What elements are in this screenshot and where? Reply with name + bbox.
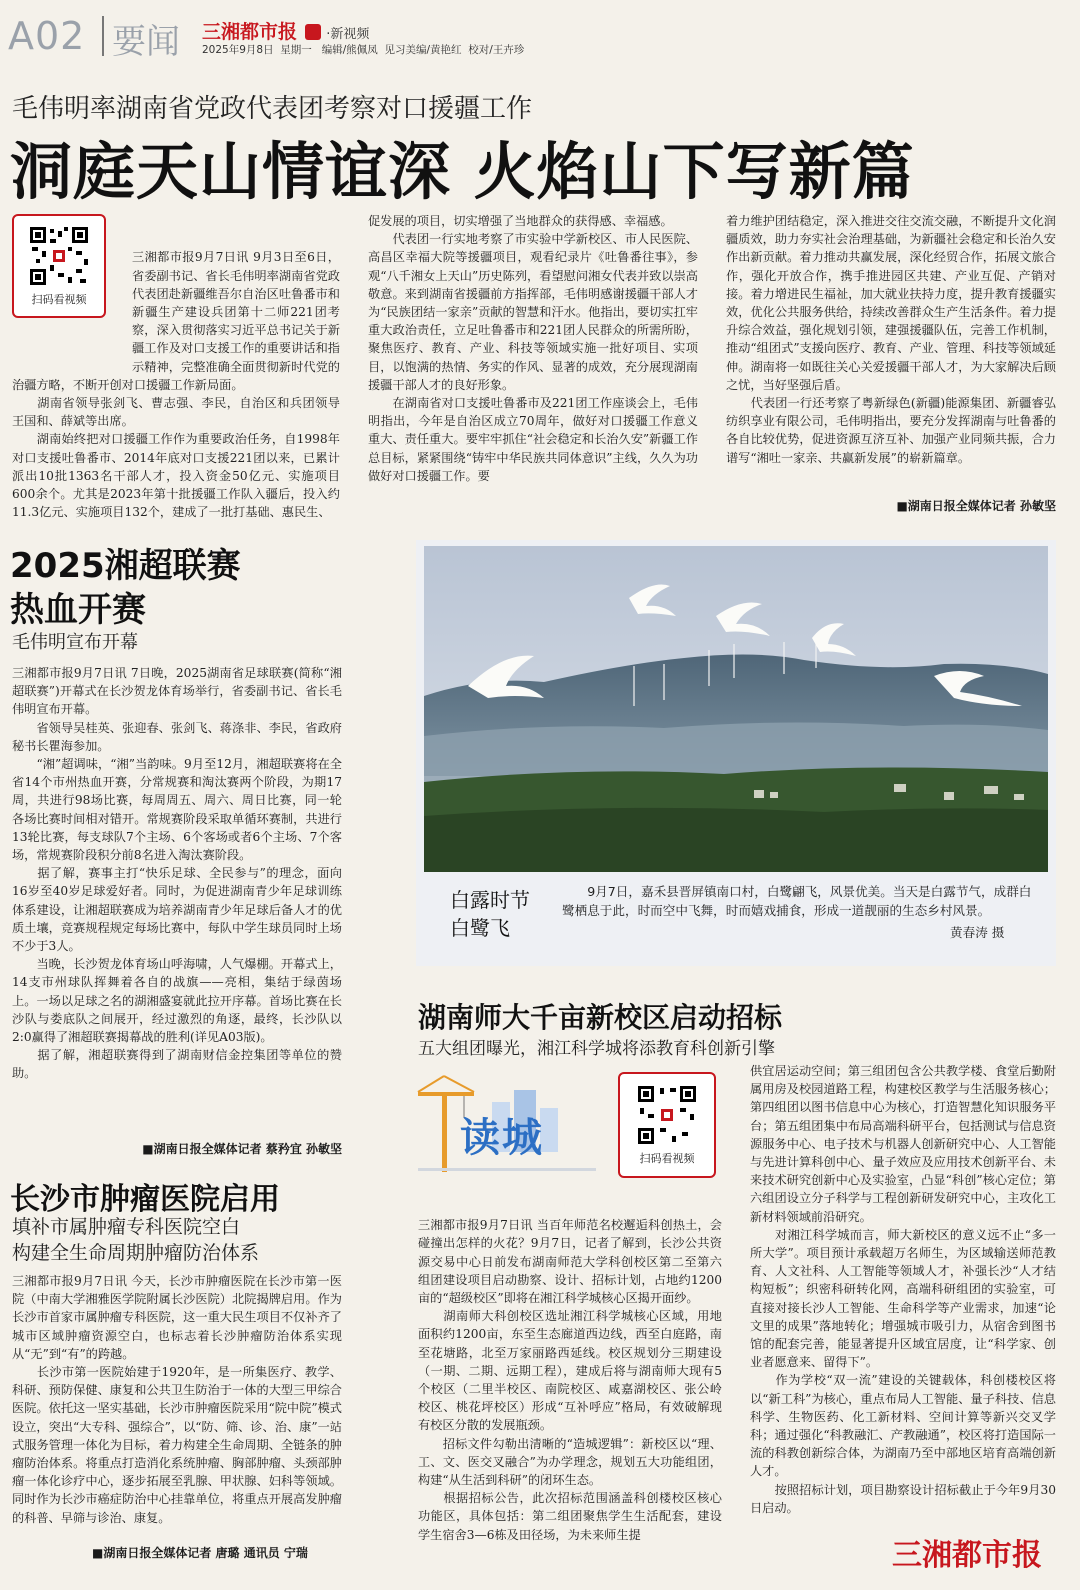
egret-photo	[424, 546, 1048, 872]
page-number: A02	[8, 14, 86, 58]
brand-subtitle: ·新视频	[326, 27, 370, 42]
article4-col1	[418, 1198, 722, 1564]
footer-watermark: 三湘都市报	[888, 1530, 1046, 1574]
article1-col3: 着力维护团结稳定，深入推进交往交流交融，不断提升文化润疆质效，助力夯实社会治理基础，为新疆社会稳定和长治久安作出新贡献。着力推动共赢发展，深化经贸合作，拓展文旅合作，强化开放合作，携手推进园区共建、产业互促、产销对接。着力增进民生福祉，加大就业扶持力度，提升教育援疆实效，优化公共服务供给，持续改善群众生产生活条件。着力提升综合效益，强化规划引领，建强援疆队伍，完善工作机制，推动“组团式”支援向医疗、教育、产业、管理、科技等领域延伸。湖南将一如既往关心关爱援疆干部人才，为大家解决后顾之忧，当好坚强后盾。 代表团一行还考察了粤新绿色(新疆)能源集团、新疆睿弘纺织享业有限公司，毛伟明指出，要充分发挥湖南与吐鲁番的各自比较优势，促进资源互济互补、加强产业同频共振，合力谱写“湘吐一家亲、共赢新发展”的崭新篇章。	[726, 214, 1056, 465]
article1-headline: 洞庭天山情谊深 火焰山下写新篇	[10, 135, 915, 208]
article1-kicker: 毛伟明率湖南省党政代表团考察对口援疆工作	[12, 94, 533, 124]
article2-headline: 2025湘超联赛 热血开赛	[10, 546, 241, 630]
article1-col1-text: 三湘都市报9月7日讯 9月3日至6日，省委副书记、省长毛伟明率湖南省党政代表团赴新疆维吾尔自治区吐鲁番市和新疆生产建设兵团第十二师221团考察，深入贯彻落实习近平总书记关于新疆工作及对口支援工作的重要讲话和指示精神，完整准确全面贯彻新时代党的治疆方略，不断开创对口援疆工作新局面。 湖南省领导张剑飞、曹志强、李民，自治区和兵团领导王国和、薛斌等出席。 湖南始终把对口援疆工作作为重要政治任务，自1998年对口支援吐鲁番市、2014年底对口支援221团以来，已累计派出10批1363名干部人才，投入资金50亿元、实施项目600余个。尤其是2023年第十批援疆工作队入疆后，投入约11.3亿元、实施项目132个，建成了一批打基础、惠民生、	[12, 250, 340, 520]
brand-logo	[202, 17, 369, 44]
article4-col1-text: 三湘都市报9月7日讯 当百年师范名校邂逅科创热土，会碰撞出怎样的火花？9月7日，记者了解到，长沙公共资源交易中心日前发布湖南师范大学科创校区第二至第六组团建设项目启动勘察、设计、招标计划，占地约1200亩的“超级校区”即将在湘江科学城核心区揭开面纱。 湖南师大科创校区选址湘江科学城核心区域，用地面积约1200亩，东至生态廊道西边线，西至白庭路，南至花塘路，北至万家丽路西延线。校区规划分三期建设（一期、二期、远期工程），建成后将与湖南师大现有5个校区（二里半校区、南院校区、咸嘉湖校区、张公岭校区、桃花坪校区）形成“互补呼应”格局，有效破解现有校区分散的发展瓶颈。 招标文件勾勒出清晰的“造城逻辑”：新校区以“理、工、文、医交叉融合”为办学理念，规划五大功能组团，构建“从生活到科研”的闭环生态。 根据招标公告，此次招标范围涵盖科创楼校区核心功能区，具体包括：第二组团聚焦学生生活配套，建设学生宿舍3—6栋及田径场，为未来师生提	[418, 1218, 722, 1542]
read-city-text: 读城	[460, 1115, 544, 1161]
read-city-logo	[418, 1072, 596, 1180]
article1-col1	[12, 212, 340, 520]
qr-label: 扫码看视频	[639, 1152, 695, 1165]
photo-panel	[416, 540, 1056, 966]
article4-qr-box[interactable]	[618, 1072, 716, 1178]
qr-float-spacer	[12, 230, 132, 358]
article4-col2: 供宜居运动空间；第三组团包含公共教学楼、食堂后勤附属用房及校园道路工程，构建校区教学与生活服务核心；第四组团以图书信息中心为核心，打造智慧化知识服务平台；第五组团集中布局高端科研平台，包括测试与信息资源服务中心、电子技术与机器人创新研究中心、人工智能与先进计算科创中心、量子效应及应用技术创新平台、未来技术研究创新中心及实验室，凸显“科创”核心定位；第六组团设立分子科学与工程创新研发研究中心，主攻化工新材料领域前沿研究。 对湘江科学城而言，师大新校区的意义远不止“多一所大学”。项目预计承载超万名师生，为区域输送师范教育、人文社科、人工智能等领域人才，补强长沙“人才结构短板”；织密科研转化网，高端科研组团的实验室，可直接对接长沙人工智能、生命科学等产业需求，加速“论文里的成果”落地转化；增强城市吸引力，从宿舍到图书馆的配套完善，能显著提升区域宜居度，让“科学家、创业者愿意来、留得下”。 作为学校“双一流”建设的关键载体，科创楼校区将以“新工科”为核心，重点布局人工智能、量子科技、信息科学、生物医药、化工新材料、空间计算等新兴交叉学科；通过强化“科教融汇、产教融通”，校区将打造国际一流的科教创新综合体，为湖南乃至中部地区培育高端创新人才。 按照招标计划，项目勘察设计招标截止于今年9月30日启动。	[750, 1064, 1056, 1515]
article1-signature: ■湖南日报全媒体记者 孙敏坚	[896, 499, 1056, 513]
qr-code-icon	[636, 1084, 698, 1146]
section-title: 要闻	[112, 22, 180, 62]
article1-col2: 促发展的项目，切实增强了当地群众的获得感、幸福感。 代表团一行实地考察了市实验中学新校区、市人民医院、高昌区幸福大院等援疆项目，观看纪录片《吐鲁番往事》，参观“八千湘女上天山”历史陈列，看望慰问湘女代表并致以崇高敬意。来到湖南省援疆前方指挥部，毛伟明感谢援疆干部人才为“民族团结一家亲”贡献的智慧和汗水。他指出，要切实扛牢重大政治责任，立足吐鲁番市和221团人民群众的所需所盼，聚焦医疗、教育、产业、科技等领域实施一批好项目、实项目，以饱满的热情、务实的作风、显著的成效，充分展现湖南援疆干部人才的良好形象。 在湖南省对口支援吐鲁番市及221团工作座谈会上，毛伟明指出，今年是自治区成立70周年，做好对口援疆工作意义重大、责任重大。要牢牢抓住“社会稳定和长治久安”新疆工作总目标，紧紧围绕“铸牢中华民族共同体意识”主线，久久为功做好对口援疆工作。要	[368, 214, 698, 483]
page-header	[0, 0, 1080, 60]
article2-subhead: 毛伟明宣布开幕	[12, 632, 138, 653]
article4-subhead: 五大组团曝光，湘江科学城将添教育科创新引擎	[418, 1039, 775, 1059]
photo-caption: 9月7日，嘉禾县晋屏镇南口村，白鹭翩飞，风景优美。当天是白露节气，成群白鹭栖息于此，时而空中飞舞，时而嬉戏捕食，形成一道靓丽的生态乡村风景。	[562, 884, 1032, 918]
brand-name: 三湘都市报	[202, 21, 298, 43]
header-meta: 2025年9月8日 星期一 编辑/熊佩凤 见习美编/黄艳红 校对/王卉珍	[202, 44, 525, 56]
qr-label: 扫码看视频	[31, 293, 87, 306]
article3-body: 三湘都市报9月7日讯 今天，长沙市肿瘤医院在长沙市第一医院（中南大学湘雅医学院附属长沙医院）北院揭牌启用。作为长沙市首家市属肿瘤专科医院，这一重大民生项目不仅补齐了城市区域肿瘤资源空白，也标志着长沙肿瘤防治体系实现从“无”到“有”的跨越。 长沙市第一医院始建于1920年，是一所集医疗、教学、科研、预防保健、康复和公共卫生防治于一体的大型三甲综合医院。依托这一坚实基础，长沙市肿瘤医院采用“院中院”模式设立，突出“大专科、强综合”，以“防、筛、诊、治、康”一站式服务管理一体化为目标，着力构建全生命周期、全链条的肿瘤防治体系。将重点打造消化系统肿瘤、胸部肿瘤、头颈部肿瘤一体化诊疗中心，逐步拓展至乳腺、甲状腺、妇科等领域。同时作为长沙市癌症防治中心挂靠单位，将重点开展高发肿瘤的科普、早筛与诊治、康复。	[12, 1274, 342, 1525]
article2-body: 三湘都市报9月7日讯 7日晚，2025湖南省足球联赛(简称“湘超联赛”)开幕式在长沙贺龙体育场举行，省委副书记、省长毛伟明宣布开幕。 省领导吴桂英、张迎春、张剑飞、蒋涤非、李民，省政府秘书长瞿海参加。 “湘”超调味，“湘”当韵味。9月至12月，湘超联赛将在全省14个市州热血开赛，分常规赛和淘汰赛两个阶段，为期17周，共进行98场比赛，每周周五、周六、周日比赛，同一轮各场比赛时间相对错开。常规赛阶段采取单循环赛制，共进行13轮比赛，每支球队7个主场、6个客场或者6个主场、7个客场，常规赛阶段积分前8名进入淘汰赛阶段。 据了解，赛事主打“快乐足球、全民参与”的理念，面向16岁至40岁足球爱好者。同时，为促进湖南青少年足球训练体系建设，让湘超联赛成为培养湖南青少年足球后备人才的优质土壤，竞赛规程规定每场比赛中，每队中学生球员同时上场不少于3人。 当晚，长沙贺龙体育场山呼海啸，人气爆棚。开幕式上，14支市州球队挥舞着各自的战旗——亮相，集结于绿茵场上。一场以足球之名的湖湘盛宴就此拉开序幕。首场比赛在长沙队与娄底队之间展开，经过激烈的角逐，最终，长沙队以2:0赢得了湘超联赛揭幕战的胜利(详见A03版)。 据了解，湘超联赛得到了湖南财信金控集团等单位的赞助。	[12, 666, 342, 1081]
article2-body-wrap	[12, 664, 342, 1157]
article3-signature: ■湖南日报全媒体记者 唐璐 通讯员 宁瑞	[92, 1546, 308, 1560]
header-divider	[102, 16, 104, 56]
photo-title: 白露时节 白鹭飞	[450, 888, 530, 940]
brand-badge-icon	[305, 24, 321, 40]
article1-col3-wrap	[726, 212, 1056, 514]
article2-signature: ■湖南日报全媒体记者 蔡矜宜 孙敏坚	[142, 1142, 342, 1156]
article4-headline: 湖南师大千亩新校区启动招标	[418, 1001, 783, 1034]
article3-headline: 长沙市肿瘤医院启用	[10, 1182, 280, 1217]
photo-credit: 黄春涛 摄	[950, 925, 1005, 940]
article3-subhead2: 构建全生命周期肿瘤防治体系	[12, 1242, 260, 1264]
article3-body-wrap	[12, 1272, 342, 1561]
article3-subhead1: 填补市属肿瘤专科医院空白	[12, 1216, 241, 1238]
